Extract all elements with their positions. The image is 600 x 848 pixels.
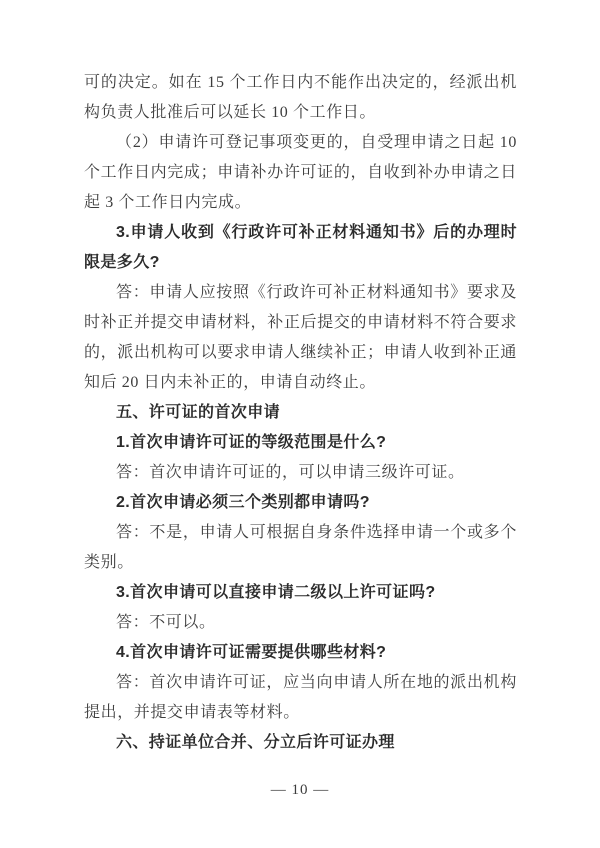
paragraph: 答：不是，申请人可根据自身条件选择申请一个或多个类别。: [84, 524, 517, 571]
paragraph: 答：申请人应按照《行政许可补正材料通知书》要求及时补正并提交申请材料，补正后提交的申请材料不符合要求的，派出机构可以要求申请人继续补正；申请人收到补正通知后 20 日内未补正的，申请自动终止。: [84, 284, 517, 391]
section-heading: 六、持证单位合并、分立后许可证办理: [116, 734, 395, 751]
question-heading: 4.首次申请许可证需要提供哪些材料?: [116, 644, 387, 661]
question-heading: 2.首次申请必须三个类别都申请吗?: [116, 494, 370, 511]
question-heading: 3.首次申请可以直接申请二级以上许可证吗?: [116, 584, 436, 601]
question-heading: 3.申请人收到《行政许可补正材料通知书》后的办理时限是多久?: [84, 224, 517, 271]
paragraph: 答：不可以。: [116, 614, 216, 631]
paragraph: 答：首次申请许可证的，可以申请三级许可证。: [116, 464, 465, 481]
page-number: — 10 —: [270, 782, 330, 798]
section-heading: 五、许可证的首次申请: [116, 404, 281, 421]
question-heading: 1.首次申请许可证的等级范围是什么?: [116, 434, 387, 451]
paragraph: 可的决定。如在 15 个工作日内不能作出决定的，经派出机构负责人批准后可以延长 10 个工作日。: [84, 74, 517, 121]
paragraph: 答：首次申请许可证，应当向申请人所在地的派出机构提出，并提交申请表等材料。: [84, 674, 517, 721]
document-body: [84, 68, 517, 758]
paragraph: （2）申请许可登记事项变更的，自受理申请之日起 10 个工作日内完成；申请补办许可证的，自收到补办申请之日起 3 个工作日内完成。: [84, 134, 517, 211]
